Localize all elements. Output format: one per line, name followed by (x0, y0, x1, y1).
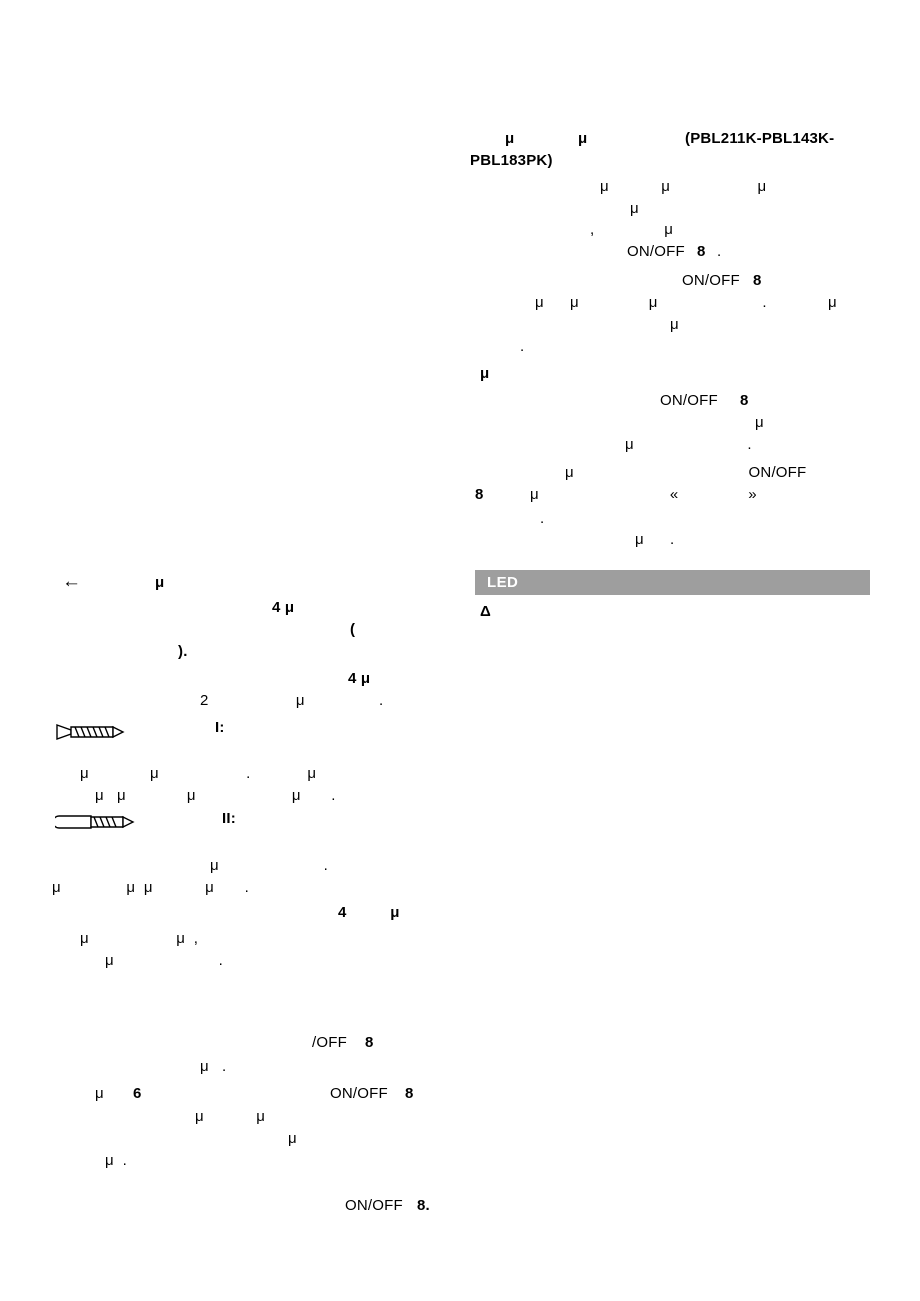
right-line-16: μ . (635, 531, 675, 548)
right-line-10-num: 8 (740, 392, 749, 409)
model-codes-line-2: PBL183PK) (470, 152, 553, 169)
left-line-16-mu: μ (95, 1085, 104, 1102)
right-line-4-num: 8 (697, 243, 706, 260)
left-line-17: μ μ (195, 1108, 266, 1125)
right-line-14: μ « » (530, 486, 757, 503)
left-line-4-paren: ). (178, 643, 188, 660)
right-line-13: μ ON/OFF (565, 464, 807, 481)
left-line-15: μ . (200, 1058, 227, 1075)
right-line-1: μ μ μ (600, 178, 767, 195)
right-line-6: μ μ μ . μ (535, 294, 837, 311)
right-line-7: μ (670, 316, 679, 333)
left-line-16-num2: 8 (405, 1085, 414, 1102)
right-line-3: , μ (590, 221, 674, 238)
right-line-15: . (540, 510, 545, 527)
left-line-16-num: 6 (133, 1085, 142, 1102)
left-line-8: μ μ μ μ . (95, 787, 336, 804)
left-line-11: 4 μ (338, 904, 400, 921)
delta-symbol: Δ (480, 603, 491, 620)
right-line-9-mu: μ (480, 365, 490, 382)
model-codes-line-1: (PBL211K-PBL143K- (685, 130, 835, 147)
right-column (460, 0, 920, 1301)
left-line-7: μ μ . μ (80, 765, 317, 782)
left-line-3-paren: ( (350, 621, 356, 638)
left-line-6: 2 μ . (200, 692, 384, 709)
right-line-14-num: 8 (475, 486, 484, 503)
left-line-12: μ μ , (80, 930, 199, 947)
left-line-10: μ μ μ μ . (52, 879, 249, 896)
heading-mu-2: μ (578, 130, 588, 147)
left-line-14-onoff: /OFF (312, 1034, 347, 1051)
heading-mu-1: μ (505, 130, 515, 147)
right-line-8: . (520, 338, 525, 355)
left-line-13: μ . (105, 952, 224, 969)
left-line-18: μ (288, 1130, 297, 1147)
right-line-11: μ (755, 414, 764, 431)
right-line-5-num: 8 (753, 272, 762, 289)
right-line-2: μ (630, 200, 639, 217)
screw-type-2-label: II: (222, 810, 236, 827)
left-line-16-onoff: ON/OFF (330, 1085, 388, 1102)
right-line-5-onoff: ON/OFF (682, 272, 740, 289)
section-header-led-label: LED (487, 574, 519, 591)
screw-type-1-label: I: (215, 719, 225, 736)
round-head-screw-icon (55, 812, 137, 837)
section-header-led (475, 570, 870, 595)
left-arrow-icon: ← (62, 571, 81, 592)
left-line-20-onoff: ON/OFF (345, 1197, 403, 1214)
left-line-5: 4 μ (348, 670, 371, 687)
left-line-1: μ (155, 574, 165, 591)
right-line-12: μ . (625, 436, 752, 453)
left-line-14-num: 8 (365, 1034, 374, 1051)
right-line-4-dot: . (717, 243, 722, 260)
left-line-20-num: 8. (417, 1197, 430, 1214)
left-line-19: μ . (105, 1152, 127, 1169)
flat-head-screw-icon (55, 722, 137, 747)
right-line-10-onoff: ON/OFF (660, 392, 718, 409)
left-line-2: 4 μ (272, 599, 295, 616)
right-line-4-onoff: ON/OFF (627, 243, 685, 260)
left-line-9: μ . (210, 857, 329, 874)
